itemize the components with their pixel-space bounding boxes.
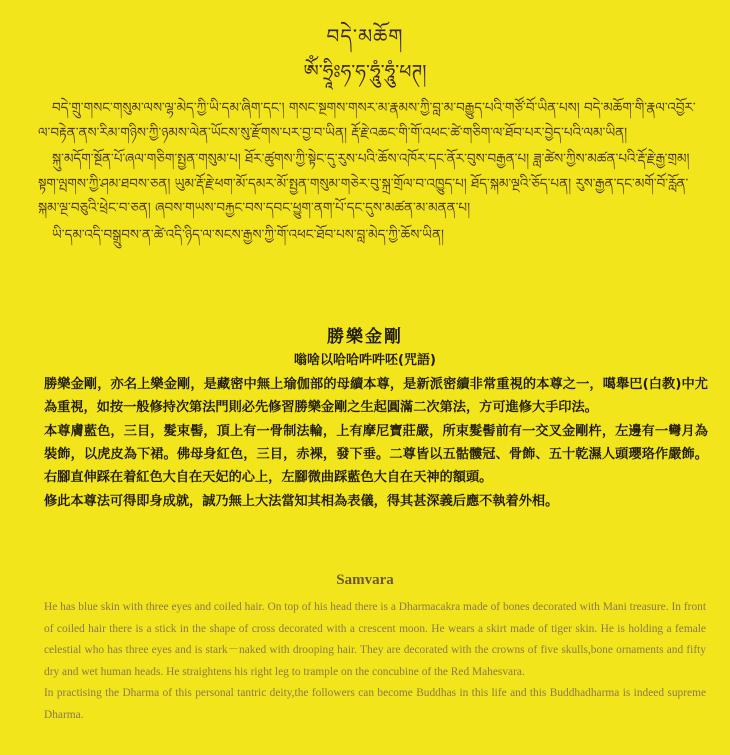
english-paragraph: In practising the Dharma of this personal tantric deity,the followers can become Buddhas in this life and this Buddhadharma is indeed supreme Dharma. [44, 687, 706, 721]
chinese-title: 勝樂金剛 [327, 327, 403, 347]
chinese-text-block [44, 373, 708, 514]
tibetan-paragraph: སྐུ་མདོག་སྔོན་པོ་ཞལ་གཅིག་སྤྱན་གསུམ་པ། ཐོར་ཚུགས་ཀྱི་སྟེང་དུ་རུས་པའི་ཆོས་འཁོར་དང་ནོར་བུས་བརྒྱན་པ། ཟླ་ཚེས་ཀྱིས་མཚན་པའི་རྡོ་རྗེ་རྒྱ་གྲམ། སྟག་ལྤགས་ཀྱི་ཤམ་ཐབས་ཅན། ཡུམ་རྡོ་རྗེ་ཕག་མོ་དམར་མོ་སྤྱན་གསུམ་གཅེར་བུ་སྐྲ་གྲོལ་བ་འཁྱུད་པ། ཐོད་སྐམ་ལྔའི་ཅོད་པན། རུས་རྒྱན་དང་མགོ་བོ་རློན་སྐམ་ལྔ་བཅུའི་ཕྲེང་བ་ཅན། ཞབས་གཡས་བརྐྱང་བས་དབང་ཕྱུག་ནག་པོ་དང་དུས་མཚན་མ་མནན་པ། [38, 151, 690, 216]
english-title: Samvara [336, 572, 394, 588]
chinese-paragraph: 勝樂金剛，亦名上樂金剛，是藏密中無上瑜伽部的母續本尊，是新派密續非常重視的本尊之一，噶舉巴(白教)中尤為重視，如按一般修持次第法門則必先修習勝樂金剛之生起圓滿二次第法，方可進修大手印法。 [44, 377, 708, 415]
chinese-mantra: 嗡啥以哈哈吽吽呸(咒語) [294, 353, 436, 368]
chinese-paragraph: 修此本尊法可得即身成就，誠乃無上大法當知其相為表儀，得其甚深義后應不執着外相。 [44, 494, 559, 509]
tibetan-text-block [38, 96, 702, 249]
tibetan-mantra: ཨོཾ་ཧྲཱིཿཧ་ཧ་ཧཱུཾ་ཧཱུཾ་ཕཊ། [303, 61, 427, 83]
chinese-paragraph: 本尊膚藍色，三目，髮束髻，頂上有一骨制法輪，上有摩尼寶莊嚴，所束髮髻前有一交叉金剛杵，左邊有一彎月為裝飾，以虎皮為下裙。佛母身紅色，三目，赤裸，發下垂。二尊皆以五骷髏冠、骨飾、五十乾濕人頭瓔珞作嚴飾。右腳直伸踩在着紅色大自在天妃的心上，左腳微曲踩藍色大自在天神的額頭。 [44, 424, 708, 485]
tibetan-paragraph: ཡི་དམ་འདི་བསྒྲུབས་ན་ཚེ་འདི་ཉིད་ལ་སངས་རྒྱས་ཀྱི་གོ་འཕང་ཐོབ་པས་བླ་མེད་ཀྱི་ཆོས་ཡིན། [52, 226, 444, 243]
english-paragraph: He has blue skin with three eyes and coiled hair. On top of his head there is a Dharmacakra made of bones decorated with Mani treasure. In front of coiled hair there is a stick in the shape of cross decorated with a crescent moon. He wears a skirt made of tiger skin. He is holding a female celestial who has three eyes and is stark－naked with drooping hair. They are decorated with the crowns of five skulls,bone ornaments and fifty dry and wet human heads. He straightens his right leg to trample on the concubine of the Red Mahesvara. [44, 601, 706, 678]
english-text-block [44, 597, 706, 726]
tibetan-title: བདེ་མཆོག [326, 24, 404, 48]
tibetan-paragraph: བདེ་གྲུ་གསང་གསུམ་ལས་ལྷ་མེད་ཀྱི་ཡི་དམ་ཞིག་དང་། གསང་སྔགས་གསར་མ་རྣམས་ཀྱི་བླ་མ་བརྒྱུད་པའི་གཙོ་བོ་ཡིན་པས། བདེ་མཆོག་གི་རྣལ་འབྱོར་ལ་བརྟེན་ནས་རིམ་གཉིས་ཀྱི་ཉམས་ལེན་ཡོངས་སུ་རྫོགས་པར་བྱ་བ་ཡིན། རྡོ་རྗེ་འཆང་གི་གོ་འཕང་ཚེ་གཅིག་ལ་ཐོབ་པར་བྱེད་པའི་ལམ་ཡིན། [38, 100, 696, 141]
